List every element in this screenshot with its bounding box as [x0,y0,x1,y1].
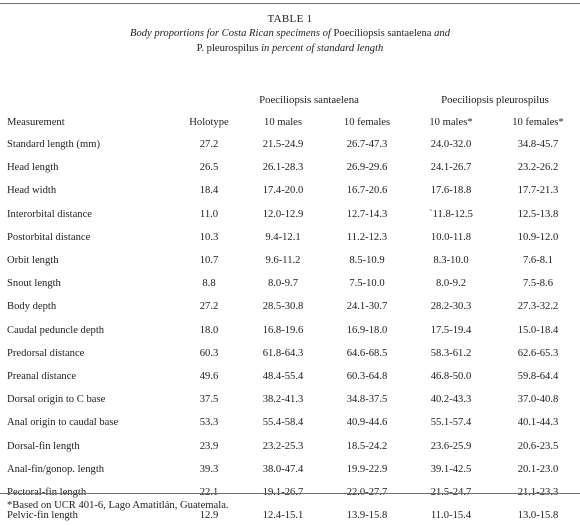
table-row [0,441,580,457]
cell-pleurospilus-females: 7.5-8.6 [522,278,553,290]
cell-pleurospilus-males: 23.6-25.9 [430,440,472,452]
cell-santaelena-males: 9.6-11.2 [265,255,301,266]
cell-santaelena-males: 12.0-12.9 [262,208,304,220]
cell-measurement: Pelvic-fin length [7,510,78,522]
cell-pleurospilus-females: 23.2-26.2 [517,162,559,174]
cell-pleurospilus-females: 37.0-40.8 [517,394,559,406]
cell-holotype: 26.5 [199,162,219,174]
cell-measurement: Predorsal distance [7,347,85,359]
cell-measurement: Dorsal-fin length [7,440,80,452]
cell-santaelena-males: 38.2-41.3 [262,394,304,406]
table-row [0,417,580,433]
table-row [0,325,580,341]
cell-pleurospilus-females: 17.7-21.3 [517,185,559,197]
table-row [0,301,580,317]
cell-pleurospilus-males: 17.5-19.4 [430,324,472,336]
group-header-santaelena: Poeciliopsis santaelena [259,94,359,106]
subtitle-species-name: Poeciliopsis santaelena [333,28,432,39]
cell-pleurospilus-males: 58.3-61.2 [430,347,472,359]
cell-pleurospilus-females: 20.1-23.0 [517,463,559,475]
table-row [0,278,580,294]
cell-santaelena-males: 28.5-30.8 [262,301,304,313]
cell-holotype: 49.6 [199,371,219,382]
cell-santaelena-males: 23.2-25.3 [262,440,304,452]
cell-santaelena-males: 61.8-64.3 [262,347,304,359]
cell-pleurospilus-males: 39.1-42.5 [430,463,472,475]
column-header-pleurospilus-females: 10 females* [512,117,564,128]
cell-pleurospilus-females: 13.0-15.8 [517,510,559,522]
cell-measurement: Head width [7,185,57,197]
cell-santaelena-males: 12.4-15.1 [262,510,304,522]
table-row [0,185,580,201]
cell-holotype: 39.3 [199,463,219,475]
cell-measurement: Preanal distance [7,371,77,382]
column-header-holotype: Holotype [189,117,229,128]
cell-holotype: 8.8 [202,278,216,290]
cell-santaelena-females: 18.5-24.2 [346,440,388,452]
cell-measurement: Postorbital distance [7,231,91,243]
cell-santaelena-females: 16.7-20.6 [346,185,388,197]
cell-pleurospilus-females: 27.3-32.2 [517,301,559,313]
table-row [0,139,580,155]
table-row [0,209,580,225]
subtitle-italic-part: Body proportions for Costa Rican specimens of [129,28,334,39]
cell-santaelena-females: 34.8-37.5 [346,394,388,406]
cell-holotype: 10.7 [199,255,219,266]
table-row [0,255,580,271]
cell-pleurospilus-males: 8.3-10.0 [433,255,469,266]
subtitle-species-name-2: P. pleurospilus [196,43,259,54]
cell-santaelena-females: 13.9-15.8 [346,510,388,522]
cell-santaelena-males: 8.0-9.7 [267,278,298,290]
table-row [0,348,580,364]
table-row [0,510,580,526]
cell-santaelena-females: 64.6-68.5 [346,347,388,359]
cell-pleurospilus-males: 8.0-9.2 [435,278,466,290]
table-row [0,232,580,248]
cell-pleurospilus-females: 12.5-13.8 [517,208,559,220]
top-rule [0,3,580,4]
cell-measurement: Anal-fin/gonop. length [7,463,105,475]
cell-measurement: Head length [7,162,59,174]
cell-pleurospilus-males: 46.8-50.0 [430,371,472,382]
column-header-santaelena-females: 10 females [343,117,391,128]
cell-santaelena-males: 21.5-24.9 [262,139,304,150]
cell-holotype: 37.5 [199,394,219,406]
table-row [0,394,580,410]
cell-pleurospilus-females: 59.8-64.4 [517,371,559,382]
cell-pleurospilus-males: 55.1-57.4 [430,417,472,429]
cell-santaelena-males: 16.8-19.6 [262,324,304,336]
cell-santaelena-females: 16.9-18.0 [346,324,388,336]
group-header-pleurospilus: Poeciliopsis pleurospilus [441,94,549,106]
cell-pleurospilus-females: 15.0-18.4 [517,324,559,336]
cell-santaelena-males: 17.4-20.0 [262,185,304,197]
cell-holotype: 18.0 [199,324,219,336]
column-header-pleurospilus-males: 10 males* [429,117,473,128]
cell-measurement: Standard length (mm) [7,139,100,150]
cell-pleurospilus-females: 34.8-45.7 [517,139,559,150]
cell-pleurospilus-males: `11.8-12.5 [429,208,473,220]
cell-measurement: Anal origin to caudal base [7,417,119,429]
cell-pleurospilus-females: 20.6-23.5 [517,440,559,452]
bottom-rule [0,493,580,494]
cell-santaelena-males: 48.4-55.4 [262,371,304,382]
cell-measurement: Snout length [7,278,61,290]
cell-pleurospilus-males: 24.0-32.0 [430,139,472,150]
cell-pleurospilus-females: 40.1-44.3 [517,417,559,429]
cell-pleurospilus-females: 10.9-12.0 [517,231,559,243]
cell-santaelena-males: 26.1-28.3 [262,162,304,174]
cell-pleurospilus-females: 62.6-65.3 [517,347,559,359]
cell-santaelena-females: 40.9-44.6 [346,417,388,429]
cell-holotype: 53.3 [199,417,219,429]
subtitle-italic-tail: in percent of standard length [258,43,384,54]
subtitle-italic-and: and [431,28,451,39]
cell-holotype: 11.0 [199,208,219,220]
table-row [0,162,580,178]
cell-santaelena-females: 7.5-10.0 [349,278,385,290]
cell-pleurospilus-males: 17.6-18.8 [430,185,472,197]
cell-holotype: 27.2 [199,301,219,313]
table-subtitle-line2 [0,43,580,54]
table-subtitle-line1 [0,28,580,39]
cell-pleurospilus-males: 11.0-15.4 [430,510,472,522]
cell-santaelena-females: 60.3-64.8 [346,371,388,382]
cell-pleurospilus-males: 10.0-11.8 [430,231,472,243]
cell-holotype: 10.3 [199,231,219,243]
table-title: TABLE 1 [267,13,313,25]
cell-pleurospilus-males: 40.2-43.3 [430,394,472,406]
cell-santaelena-females: 24.1-30.7 [346,301,388,313]
cell-pleurospilus-males: 24.1-26.7 [430,162,472,174]
column-header-measurement: Measurement [7,117,65,128]
cell-measurement: Caudal peduncle depth [7,324,105,336]
cell-santaelena-females: 26.7-47.3 [346,139,388,150]
cell-santaelena-females: 26.9-29.6 [346,162,388,174]
cell-santaelena-females: 12.7-14.3 [346,208,388,220]
cell-holotype: 60.3 [199,347,219,359]
cell-santaelena-females: 19.9-22.9 [346,463,388,475]
cell-holotype: 27.2 [199,139,219,150]
cell-pleurospilus-females: 7.6-8.1 [522,255,553,266]
cell-measurement: Interorbital distance [7,208,93,220]
cell-measurement: Body depth [7,301,57,313]
cell-measurement: Orbit length [7,255,59,266]
cell-santaelena-males: 55.4-58.4 [262,417,304,429]
cell-measurement: Dorsal origin to C base [7,394,106,406]
cell-holotype: 23.9 [199,440,219,452]
cell-santaelena-females: 8.5-10.9 [349,255,385,266]
table-row [0,464,580,480]
cell-pleurospilus-males: 28.2-30.3 [430,301,472,313]
column-header-santaelena-males: 10 males [264,117,302,128]
cell-santaelena-males: 9.4-12.1 [265,231,301,243]
table-row [0,371,580,387]
column-header-row [0,117,580,133]
cell-santaelena-males: 38.0-47.4 [262,463,304,475]
cell-santaelena-females: 11.2-12.3 [346,231,388,243]
cell-holotype: 18.4 [199,185,219,197]
table-footnote: *Based on UCR 401-6, Lago Amatitlán, Guatemala. [7,500,229,511]
cell-holotype: 12.9 [199,510,219,522]
